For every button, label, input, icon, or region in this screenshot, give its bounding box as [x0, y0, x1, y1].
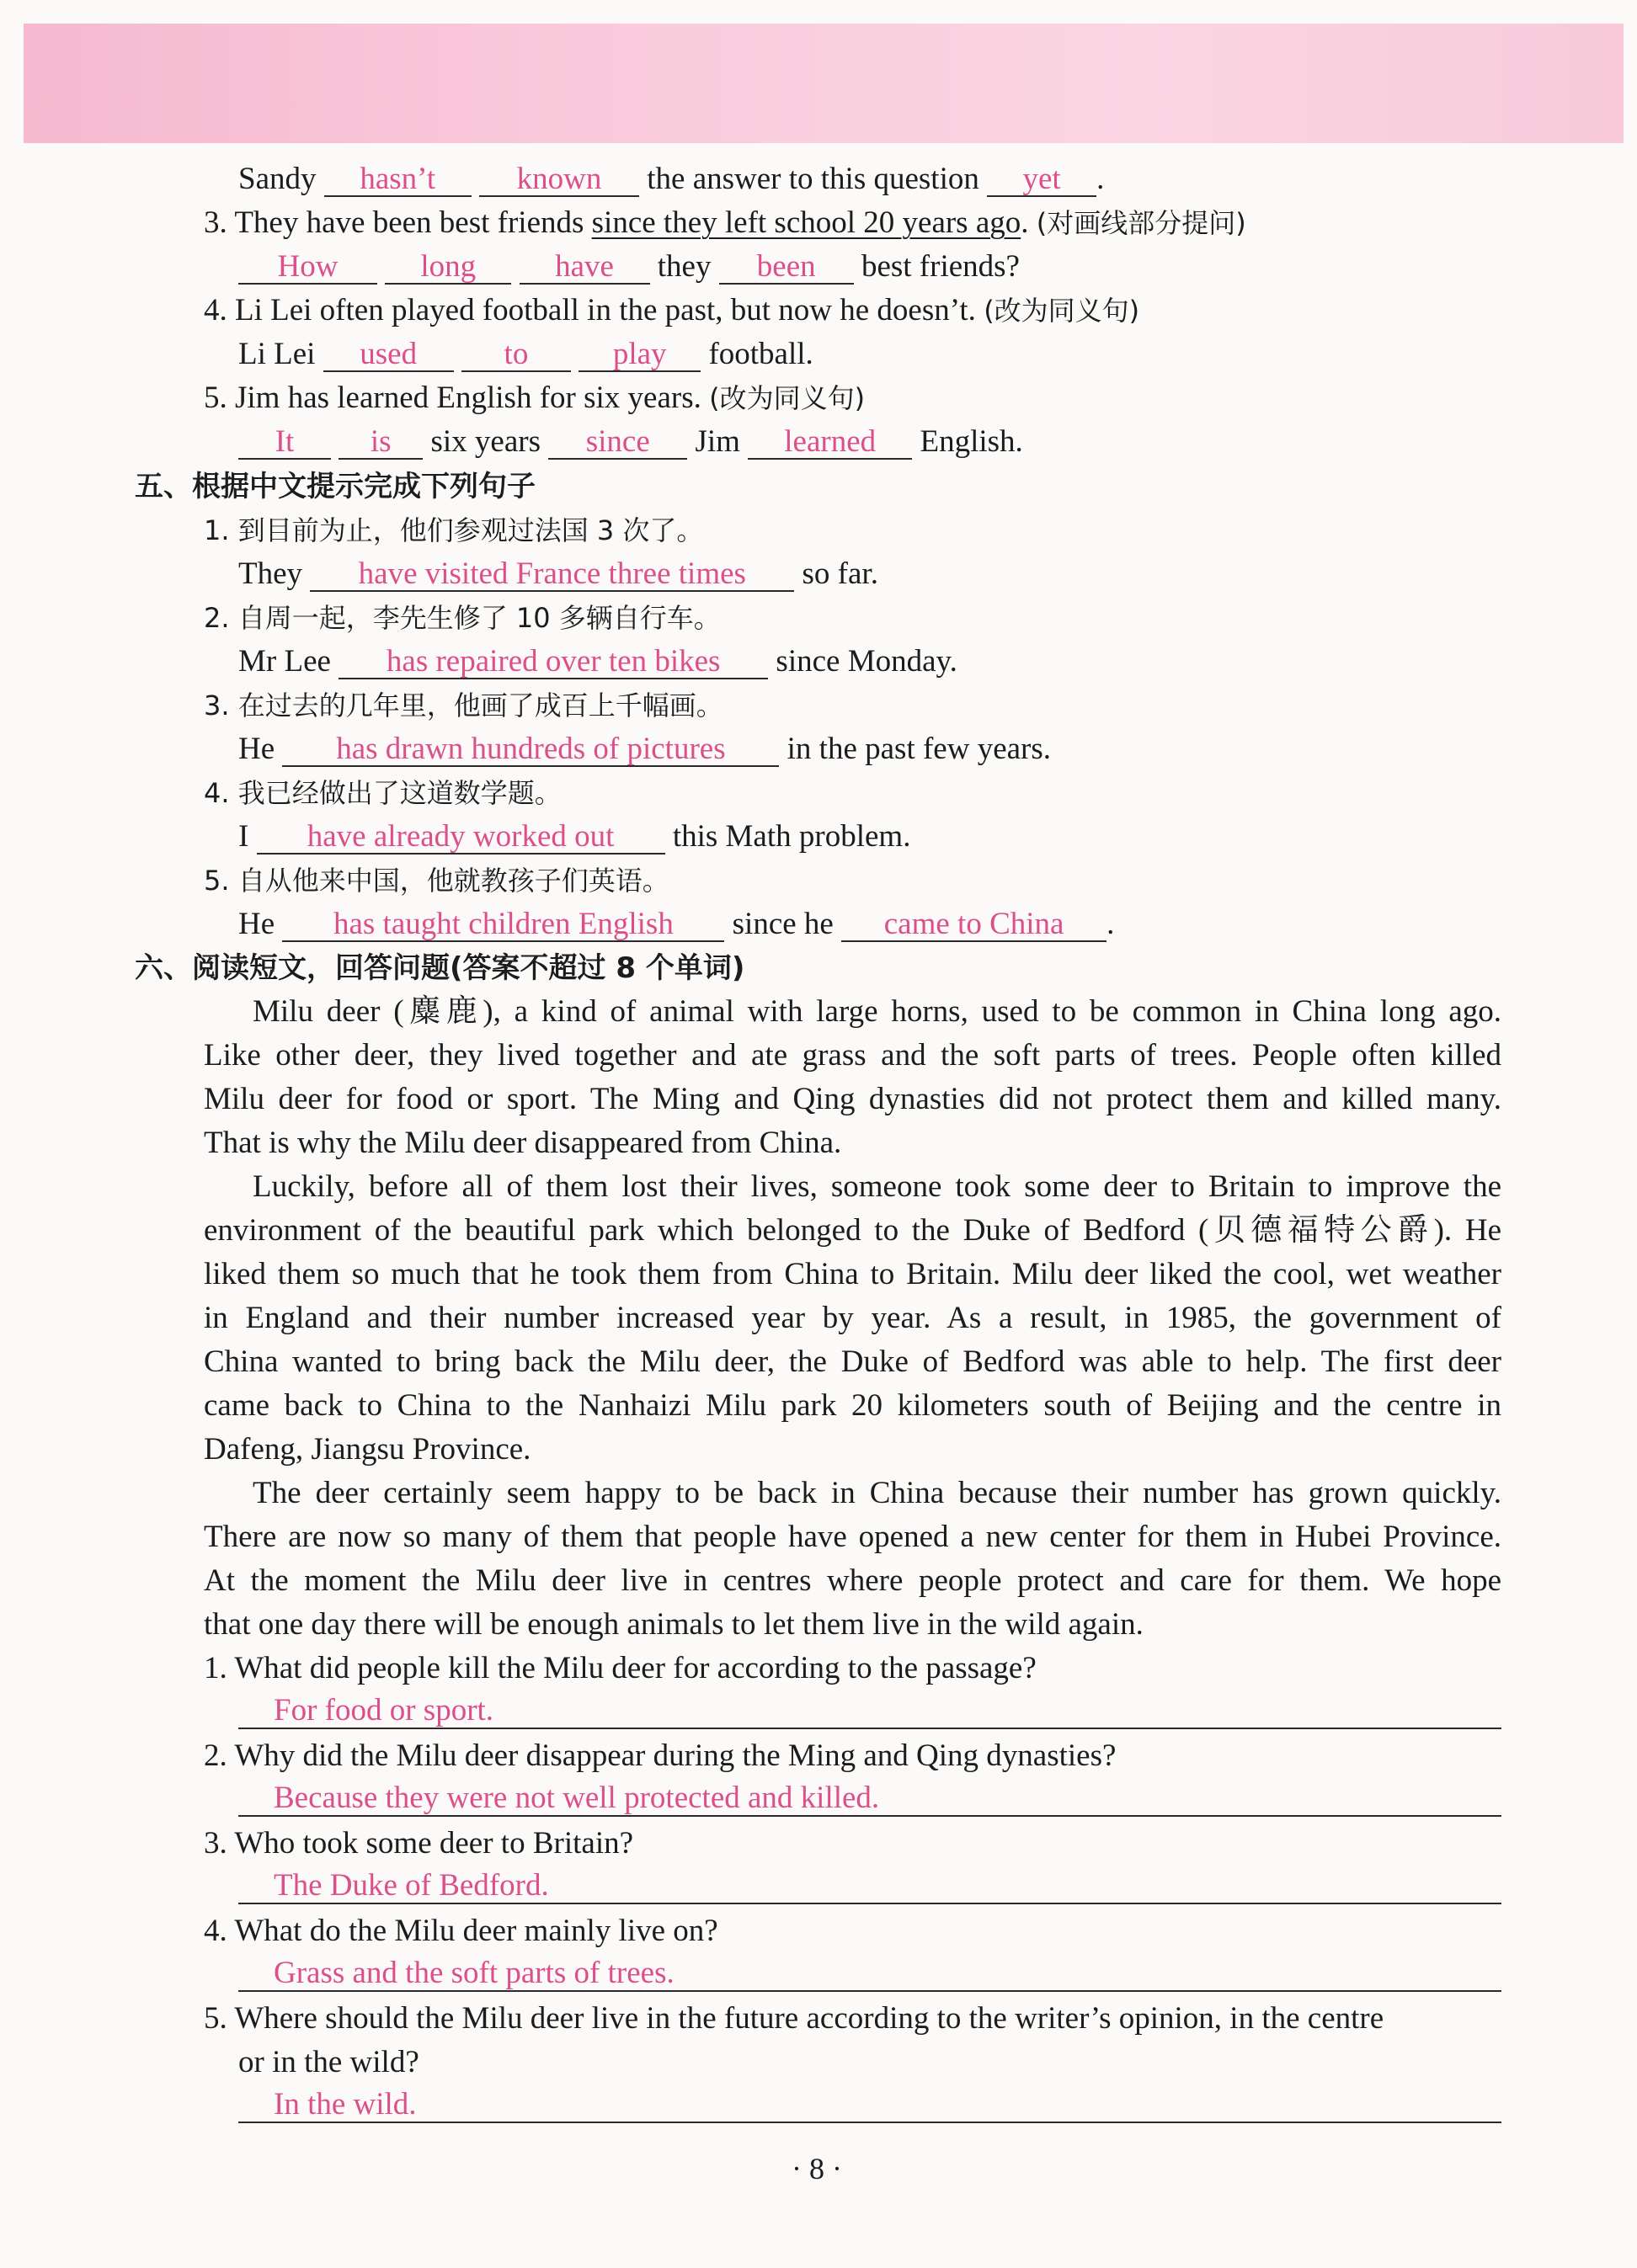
section5-item1-english: They have visited France three times so far.	[238, 556, 878, 591]
passage-p2-line2: environment of the beautiful park which belonged to the Duke of Bedford (贝德福特公爵). He	[204, 1213, 1501, 1248]
passage-p2-line7: Dafeng, Jiangsu Province.	[204, 1432, 531, 1467]
answer-blank: has drawn hundreds of pictures	[282, 733, 779, 767]
section5-item2-english: Mr Lee has repaired over ten bikes since Monday.	[238, 644, 957, 679]
passage-p1-line1: Milu deer (麋鹿), a kind of animal with large horns, used to be common in China long ago.	[253, 994, 1501, 1029]
answer-blank: How	[238, 251, 377, 285]
answer-line-1: For food or sport.	[238, 1690, 1501, 1729]
passage-p1-line3: Milu deer for food or sport. The Ming and Qing dynasties did not protect them and killed many.	[204, 1082, 1501, 1116]
answer-blank: known	[479, 163, 639, 197]
section5-item4-english: I have already worked out this Math problem.	[238, 819, 911, 854]
rewrite-q2-answer-line: Sandy hasn’t known the answer to this question yet .	[238, 162, 1105, 196]
answer-blank: long	[385, 251, 511, 285]
answer-blank: to	[461, 338, 571, 372]
answer-line-2: Because they were not well protected and killed.	[238, 1778, 1501, 1817]
answer-blank: have already worked out	[257, 821, 665, 854]
question-5-continued: or in the wild?	[238, 2045, 419, 2079]
section5-item3-chinese: 3. 在过去的几年里，他画了成百上千幅画。	[204, 689, 723, 721]
passage-p3-line1: The deer certainly seem happy to be back in China because their number has grown quickly.	[253, 1476, 1501, 1510]
question-3: 3. Who took some deer to Britain?	[204, 1826, 634, 1861]
question-1: 1. What did people kill the Milu deer for according to the passage?	[204, 1651, 1037, 1685]
answer-blank: have visited France three times	[310, 558, 794, 592]
answer-blank: used	[323, 338, 454, 372]
section5-item4-chinese: 4. 我已经做出了这道数学题。	[204, 777, 562, 809]
section5-item3-english: He has drawn hundreds of pictures in the past few years.	[238, 732, 1052, 766]
question-4: 4. What do the Milu deer mainly live on?	[204, 1914, 718, 1948]
answer-blank: play	[579, 338, 701, 372]
answer-blank: been	[719, 251, 854, 285]
rewrite-q4-question: 4. Li Lei often played football in the past, but now he doesn’t. (改为同义句)	[204, 293, 1140, 327]
section6-heading: 六、阅读短文，回答问题(答案不超过 8 个单词)	[135, 951, 745, 985]
answer-blank: has taught children English	[282, 908, 724, 942]
passage-p1-line4: That is why the Milu deer disappeared from China.	[204, 1126, 842, 1160]
rewrite-q3-answer-line: How long have they been best friends?	[238, 248, 1020, 285]
question-5: 5. Where should the Milu deer live in the future according to the writer’s opinion, in the centre	[204, 2001, 1384, 2036]
question-2: 2. Why did the Milu deer disappear during the Ming and Qing dynasties?	[204, 1738, 1117, 1773]
section5-item2-chinese: 2. 自周一起，李先生修了 10 多辆自行车。	[204, 602, 721, 634]
section5-item5-chinese: 5. 自从他来中国，他就教孩子们英语。	[204, 865, 669, 897]
page-number: · 8 ·	[792, 2152, 842, 2185]
answer-blank: is	[339, 426, 423, 460]
answer-blank: since	[548, 426, 687, 460]
section5-item5-english: He has taught children English since he came to China .	[238, 907, 1115, 941]
passage-p3-line3: At the moment the Milu deer live in centres where people protect and care for them. We hope	[204, 1563, 1501, 1598]
answer-blank: has repaired over ten bikes	[339, 646, 768, 679]
rewrite-q5-question: 5. Jim has learned English for six years. (改为同义句)	[204, 381, 866, 415]
section5-heading: 五、根据中文提示完成下列句子	[135, 470, 536, 503]
answer-blank: learned	[748, 426, 912, 460]
answer-blank: have	[520, 251, 650, 285]
answer-line-3: The Duke of Bedford.	[238, 1866, 1501, 1904]
answer-blank: It	[238, 426, 331, 460]
rewrite-q5-answer-line: It is six years since Jim learned English.	[238, 423, 1023, 461]
answer-blank: yet	[987, 163, 1096, 197]
passage-p1-line2: Like other deer, they lived together and ate grass and the soft parts of trees. People often killed	[204, 1038, 1501, 1073]
answer-line-5: In the wild.	[238, 2084, 1501, 2123]
answer-line-4: Grass and the soft parts of trees.	[238, 1953, 1501, 1992]
section5-item1-chinese: 1. 到目前为止，他们参观过法国 3 次了。	[204, 514, 704, 546]
passage-p2-line6: came back to China to the Nanhaizi Milu park 20 kilometers south of Beijing and the centre in	[204, 1388, 1501, 1423]
passage-p3-line4: that one day there will be enough animals to let them live in the wild again.	[204, 1607, 1144, 1642]
header-banner	[24, 24, 1624, 143]
passage-p2-line1: Luckily, before all of them lost their lives, someone took some deer to Britain to improve the	[253, 1169, 1501, 1204]
passage-p2-line4: in England and their number increased year by year. As a result, in 1985, the government of	[204, 1301, 1501, 1335]
rewrite-q4-answer-line: Li Lei used to play football.	[238, 337, 813, 371]
passage-p2-line5: China wanted to bring back the Milu deer, the Duke of Bedford was able to help. The first deer	[204, 1344, 1501, 1379]
passage-p3-line2: There are now so many of them that people have opened a new center for them in Hubei Province.	[204, 1520, 1501, 1554]
rewrite-q3-question: 3. They have been best friends since they left school 20 years ago. (对画线部分提问)	[204, 205, 1246, 240]
answer-blank: hasn’t	[324, 163, 472, 197]
answer-blank: came to China	[841, 908, 1106, 942]
passage-p2-line3: liked them so much that he took them from China to Britain. Milu deer liked the cool, wet weather	[204, 1257, 1501, 1291]
